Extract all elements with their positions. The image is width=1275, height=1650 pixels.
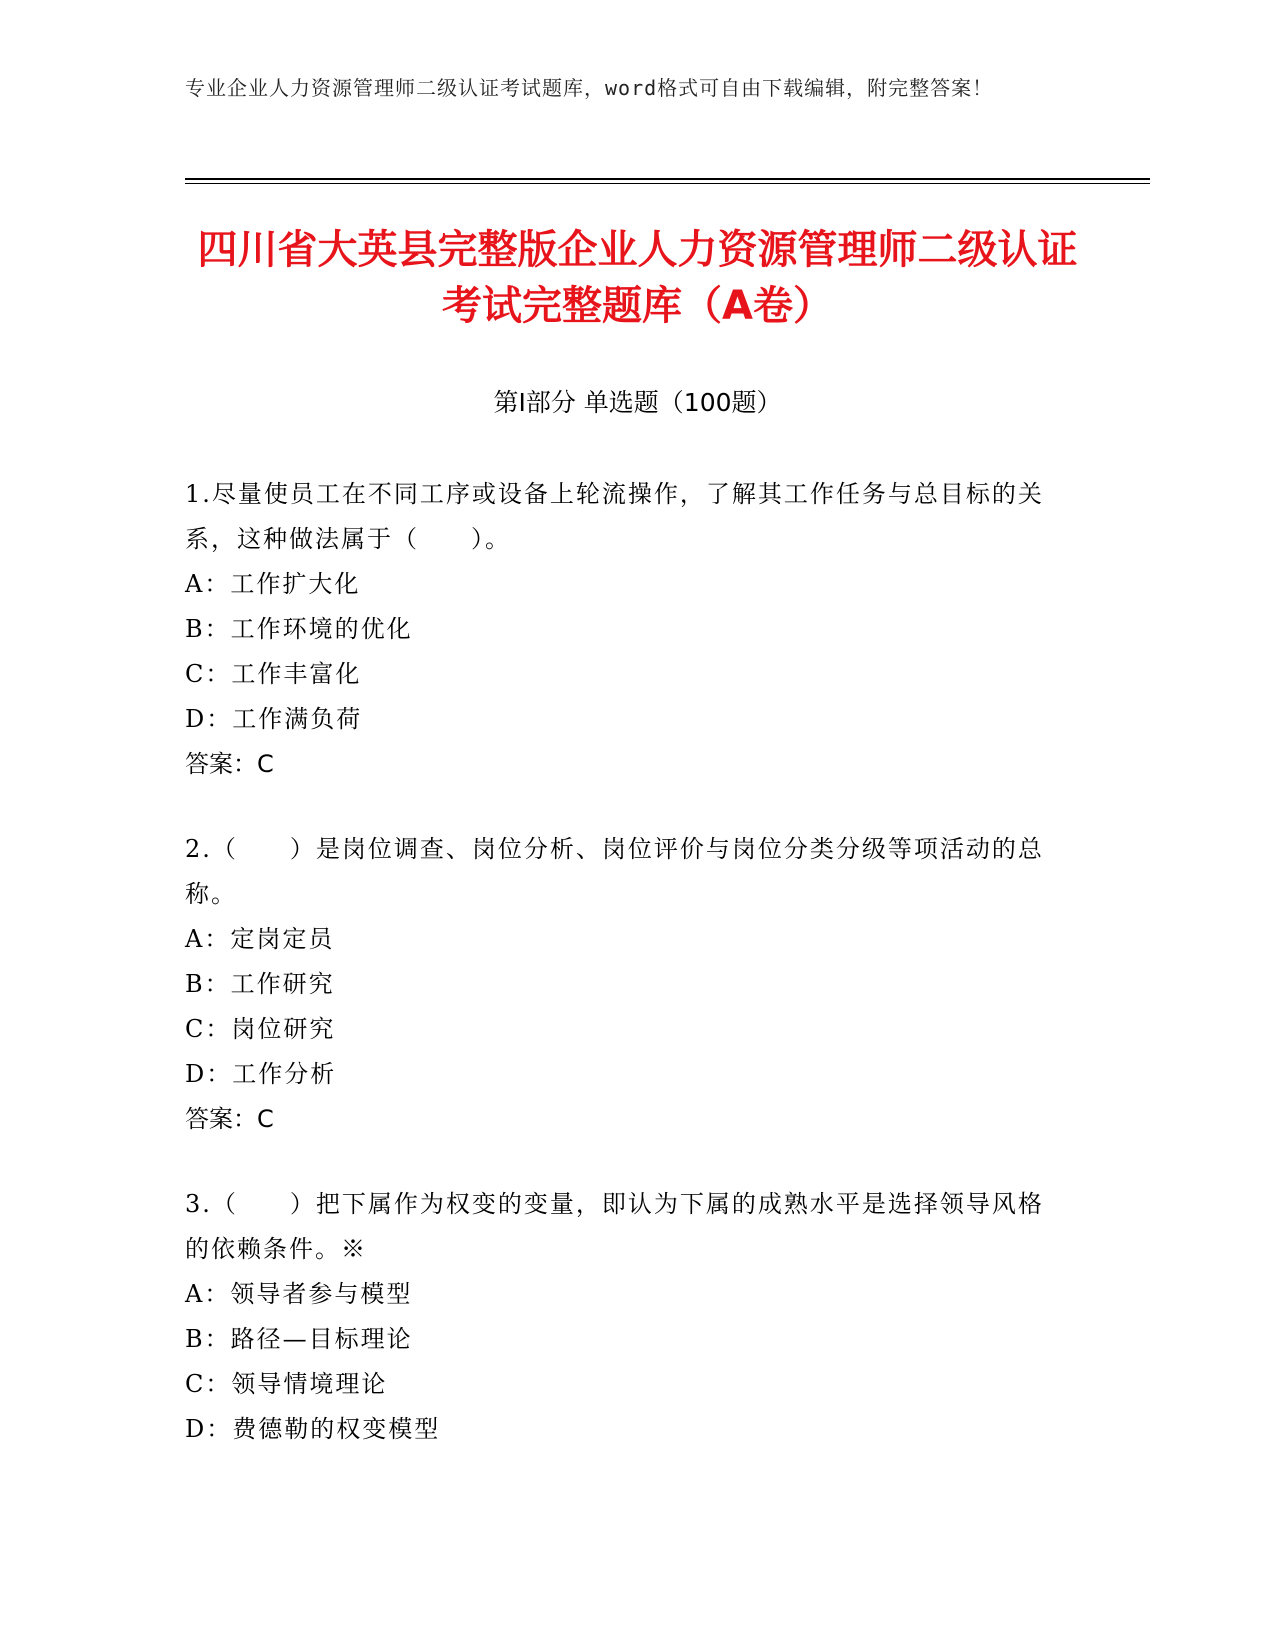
question-stem: 1.尽量使员工在不同工序或设备上轮流操作，了解其工作任务与总目标的关系，这种做法属于（ ）。: [185, 480, 1044, 553]
option-a: A：工作扩大化: [185, 570, 361, 598]
header-rule-thin: [185, 183, 1150, 184]
option-a: A：定岗定员: [185, 925, 335, 953]
question-stem: 2.（ ）是岗位调查、岗位分析、岗位评价与岗位分类分级等项活动的总称。: [185, 835, 1044, 908]
question-stem: 3.（ ）把下属作为权变的变量，即认为下属的成熟水平是选择领导风格的依赖条件。※: [185, 1190, 1044, 1263]
option-b: B：路径—目标理论: [185, 1325, 413, 1353]
option-b: B：工作研究: [185, 970, 335, 998]
option-b: B：工作环境的优化: [185, 615, 413, 643]
option-d: D：工作满负荷: [185, 705, 363, 733]
header-rule-thick: [185, 178, 1150, 180]
option-d: D：工作分析: [185, 1060, 337, 1088]
option-a: A：领导者参与模型: [185, 1280, 413, 1308]
option-c: C：工作丰富化: [185, 660, 362, 688]
question-1: [185, 472, 1065, 787]
answer: 答案：C: [185, 1105, 274, 1133]
question-3: [185, 1182, 1065, 1452]
header-note: 专业企业人力资源管理师二级认证考试题库，word格式可自由下载编辑，附完整答案！: [185, 76, 994, 100]
answer: 答案：C: [185, 750, 274, 778]
document-title: 四川省大英县完整版企业人力资源管理师二级认证考试完整题库（A卷）: [197, 227, 1078, 329]
section-title: 第Ⅰ部分 单选题（100题）: [493, 388, 782, 417]
option-d: D：费德勒的权变模型: [185, 1415, 441, 1443]
option-c: C：领导情境理论: [185, 1370, 388, 1398]
question-2: [185, 827, 1065, 1142]
question-list: [185, 472, 1065, 1492]
option-c: C：岗位研究: [185, 1015, 336, 1043]
